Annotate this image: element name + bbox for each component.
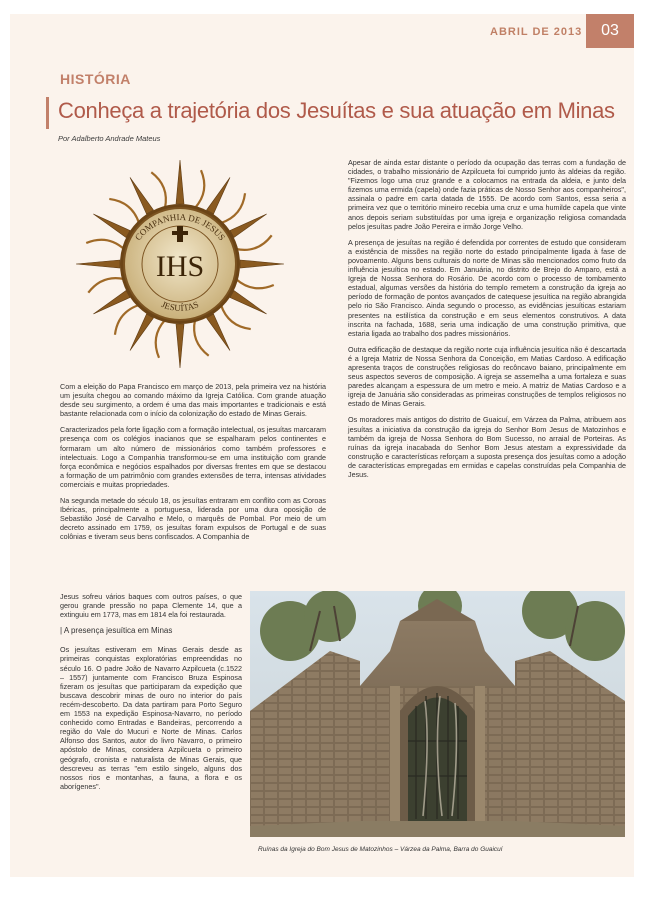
issue-date: ABRIL DE 2013 (490, 26, 583, 38)
paragraph: Caracterizados pela forte ligação com a formação intelectual, os jesuítas marcaram presença com os colégios inacianos que se espalharam pelos continentes e formaram um alto número de missionários como também professores e intelectuais. Logo a Companhia transformou-se em uma instituição com grande força econômica e negócios espalhados por diversas frentes em que se destacou a formação de um patrimônio com grandes extensões de terra, intensas atividades comerciais e muitas propriedades. (60, 425, 326, 489)
article-author: Por Adalberto Andrade Mateus (58, 134, 161, 143)
photo-caption: Ruínas da Igreja do Bom Jesus de Matozinhos – Várzea da Palma, Barra do Guaicuí (258, 846, 503, 853)
title-accent-bar (46, 97, 49, 129)
jesuit-emblem-image (60, 152, 300, 372)
paragraph: Outra edificação de destaque da região norte cuja influência jesuítica não é descartada é a Igreja Matriz de Nossa Senhora da Conceição, em Matias Cardoso. A edificação apresenta traços de construções religiosas do recôncavo baiano, principalmente em seus aspectos severos de composição. A igreja se assemelha a uma fortaleza e suas paredes alcançam a espessura de um metro e meio. A matriz de Matias Cardoso e a igreja de Januária são consideradas as primeiras construções de templos religiosos no estado de Minas Gerais. (348, 344, 626, 409)
paragraph: Os moradores mais antigos do distrito de Guaicuí, em Várzea da Palma, atribuem aos jesuítas a iniciativa da construção da igreja do Senhor Bom Jesus de Matozinhos e também da igreja de Nossa Senhora do Bom Sucesso, no arraial de Porteiras. As ruínas da igreja inacabada do Senhor Bom Jesus atestam a expressividade da construção e características reforçam a suposta presença dos jesuítas como a adoção de características empregadas em ermidas e capelas construídas pela Companhia de Jesus. (348, 415, 626, 479)
subsection-heading: | A presença jesuítica em Minas (60, 626, 173, 636)
paragraph: Na segunda metade do século 18, os jesuítas entraram em conflito com as Coroas Ibéricas, principalmente a portuguesa, liderada por uma dura oposição de Sebastião José de Carvalho e Melo, o marquês de Pombal. Por meio de um decreto assinado em 1759, os jesuítas foram expulsos de Portugal e de suas colônias e tiveram seus bens confiscados. A Companhia de (60, 496, 326, 542)
left-column-intro (60, 382, 326, 549)
article-title: Conheça a trajetória dos Jesuítas e sua atuação em Minas (58, 98, 615, 123)
page-number: 03 (586, 14, 634, 48)
left-column-lower (60, 592, 242, 798)
paragraph: Os jesuítas estiveram em Minas Gerais desde as primeiras conquistas exploratórias empreendidas no século 16. O padre João de Navarro Azpilcueta (c.1522 – 1557) juntamente com Francisco Bruza Espinosa fizeram os jesuítas que participaram da expedição que buscava descobrir minas de ouro no interior do país recém-descoberto. Da data partiram para Porto Seguro em 1553 na expedição Espinosa-Navarro, no período conhecido como Entradas e Bandeiras, percorrendo a região do Vale do Mucuri e Norte de Minas. Carlos Alfonso dos Santos, autor do livro Navarro, o primeiro apóstolo de Minas, considera Azpilcueta o primeiro geógrafo, cronista e naturalista de Minas Gerais, que descreveu as terras "em estilo singelo, alguns dos nossos rios e montanhas, a fauna, a flora e os aborígenes". (60, 645, 242, 791)
right-column (348, 158, 626, 486)
emblem-monogram: IHS (155, 250, 205, 283)
section-label: HISTÓRIA (60, 71, 131, 87)
emblem-bottom-text: JESUÍTAS (159, 299, 201, 313)
paragraph: Jesus sofreu vários baques com outros países, o que gerou grande pressão no papa Clemente 14, que a extinguiu em 1773, mas em 1814 ela foi restaurada. (60, 592, 242, 620)
paragraph: Apesar de ainda estar distante o período da ocupação das terras com a fundação de cidades, o trabalho missionário de Azpilcueta foi cumprido junto às aldeias da região. "Fizemos logo uma cruz grande e a colocamos na entrada da aldeia, e junto dela fizemos uma ermida (capela) onde fazia práticas de Nosso Senhor aos companheiros", assinala o padre em carta datada de 1555. De acordo com Santos, essa seria a primeira vez que o território mineiro recebia uma cruz e uma humilde capela que vinte anos depois seriam substituídas por uma igreja e organização religiosa comandada pelos jesuítas padre João Pereira e irmão Jorge Velho. (348, 158, 626, 231)
paragraph: Com a eleição do Papa Francisco em março de 2013, pela primeira vez na história um jesuíta chegou ao comando máximo da Igreja Católica. Com grande atuação desde seu surgimento, a ordem é uma das mais importantes e tradicionais e está bastante relacionada com o início da colonização do estado de Minas Gerais. (60, 382, 326, 419)
emblem-top-text: COMPANHIA DE JESUS (132, 211, 228, 243)
church-ruins-photo (250, 591, 625, 837)
paragraph: A presença de jesuítas na região é defendida por correntes de estudo que consideram a existência de missões na região norte do estado principalmente ligada à fase de povoamento. Alguns bens culturais do norte de Minas são mencionados como fruto da influência jesuítica no estado. Em Januária, no distrito de Brejo do Amparo, está a Igreja de Nossa Senhora do Rosário. De acordo com o processo de tombamento estadual, algumas versões da história do templo remetem a construção da igreja ao período de formação de pontos avançados de catequese jesuítica na região abrangida pelo rio São Francisco. Ainda segundo o processo, as evidências jesuíticas estariam presentes na estilística da construção e em seus elementos construtivos. A data inscrita na fachada, 1688, seria uma indicação de uma construção primitiva, que estaria ligada ao trabalho dos padres missionários. (348, 237, 626, 338)
